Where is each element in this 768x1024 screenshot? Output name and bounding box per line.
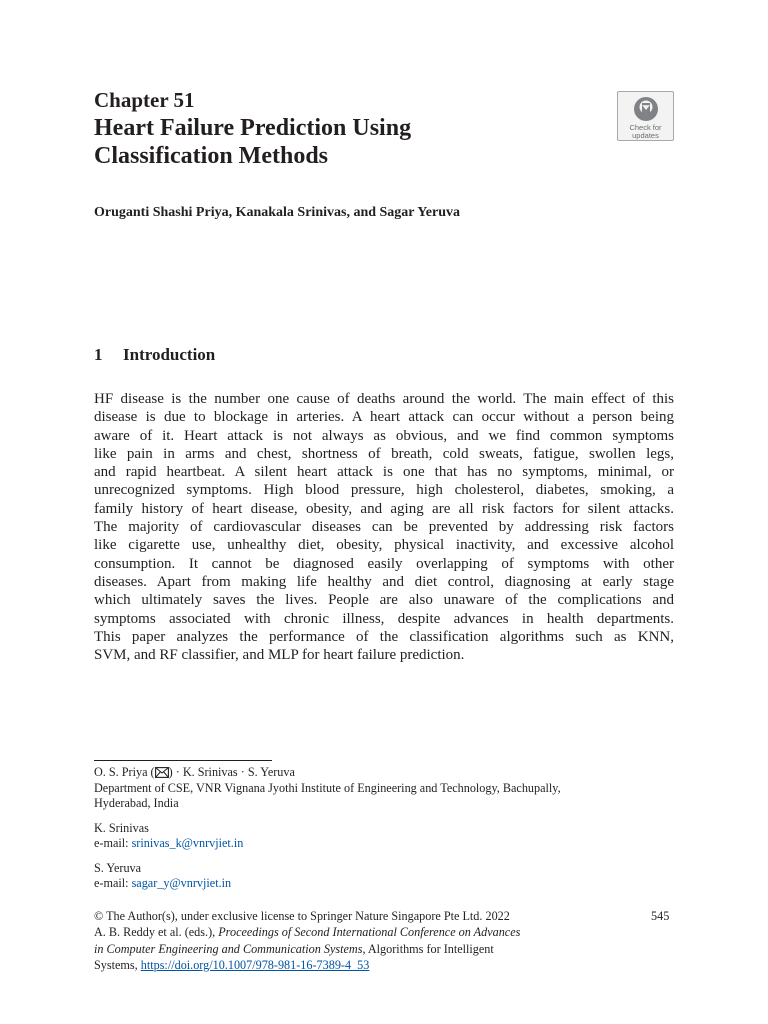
paragraph-line: symptoms associated with chronic illness, despite advances in health departments. [94, 610, 674, 627]
section-title: Introduction [123, 345, 216, 364]
chapter-title [94, 114, 574, 170]
footnote-divider [94, 760, 272, 761]
paragraph-line: The majority of cardiovascular diseases can be prevented by addressing risk factors [94, 519, 674, 536]
paragraph-line: This paper analyzes the performance of the classification algorithms such as KNN, [94, 628, 674, 645]
paragraph-line: disease is due to blockage in arteries. A heart attack can occur without a person being [94, 409, 674, 426]
paragraph-line: family history of heart disease, obesity, and aging are all risk factors for silent attacks. [94, 500, 674, 517]
page-number: 545 [651, 909, 670, 923]
paragraph-line: like cigarette use, unhealthy diet, obesity, physical inactivity, and excessive alcohol [94, 537, 674, 554]
copyright-block [94, 908, 674, 973]
citation-line: Systems, https://doi.org/10.1007/978-981-16-7389-4_53 [94, 957, 370, 972]
mail-icon[interactable] [155, 767, 169, 778]
paragraph-line: diseases. Apart from making life healthy and diet control, diagnosing at early stage [94, 573, 674, 590]
paragraph-line: SVM, and RF classifier, and MLP for heart failure prediction. [94, 647, 465, 664]
paragraph-line: which ultimately saves the lives. People are also unaware of the complications and [94, 592, 674, 609]
contact-email-line: e-mail: srinivas_k@vnrvjiet.in [94, 836, 244, 850]
affiliation-line: Department of CSE, VNR Vignana Jyothi Institute of Engineering and Technology, Bachupally, [94, 781, 561, 795]
chapter-number: Chapter 51 [94, 88, 195, 112]
paragraph-line: aware of it. Heart attack is not always as obvious, and we find common symptoms [94, 427, 674, 444]
chapter-title-line: Classification Methods [94, 143, 328, 169]
paragraph-line: HF disease is the number one cause of deaths around the world. The main effect of this [94, 391, 674, 407]
paragraph-line: like pain in arms and chest, shortness of breath, cold sweats, fatigue, swollen legs, [94, 445, 674, 462]
email-link-srinivas[interactable]: srinivas_k@vnrvjiet.in [131, 836, 244, 850]
contact-name: S. Yeruva [94, 861, 142, 875]
email-link-yeruva[interactable]: sagar_y@vnrvjiet.in [131, 876, 232, 890]
paragraph-line: unrecognized symptoms. High blood pressure, high cholesterol, diabetes, smoking, a [94, 482, 674, 499]
section-heading [94, 345, 215, 365]
copyright-line: © The Author(s), under exclusive license to Springer Nature Singapore Pte Ltd. 2022 [94, 909, 510, 923]
contact-name: K. Srinivas [94, 821, 149, 835]
paragraph-line: consumption. It cannot be diagnosed easily overlapping of symptoms with other [94, 555, 674, 572]
citation-line: A. B. Reddy et al. (eds.), Proceedings of Second International Conference on Advances [94, 925, 521, 940]
check-for-updates-icon [633, 96, 659, 122]
check-for-updates-label: Check for updates [629, 123, 662, 140]
introduction-paragraph [94, 390, 674, 664]
chapter-title-line: Heart Failure Prediction Using [94, 115, 412, 141]
affiliation-line: Hyderabad, India [94, 796, 179, 810]
doi-link[interactable]: https://doi.org/10.1007/978-981-16-7389-4_53 [140, 957, 370, 972]
footnote-authors: O. S. Priya ( ) · K. Srinivas · S. Yeruva [94, 765, 295, 779]
contact-email-line: e-mail: sagar_y@vnrvjiet.in [94, 876, 232, 890]
author-list: Oruganti Shashi Priya, Kanakala Srinivas, and Sagar Yeruva [94, 205, 461, 220]
paragraph-line: and rapid heartbeat. A silent heart attack is one that has no symptoms, minimal, or [94, 464, 674, 481]
section-number: 1 [94, 345, 103, 364]
check-for-updates-badge[interactable] [617, 91, 674, 141]
citation-line: in Computer Engineering and Communication Systems, Algorithms for Intelligent [94, 941, 494, 956]
